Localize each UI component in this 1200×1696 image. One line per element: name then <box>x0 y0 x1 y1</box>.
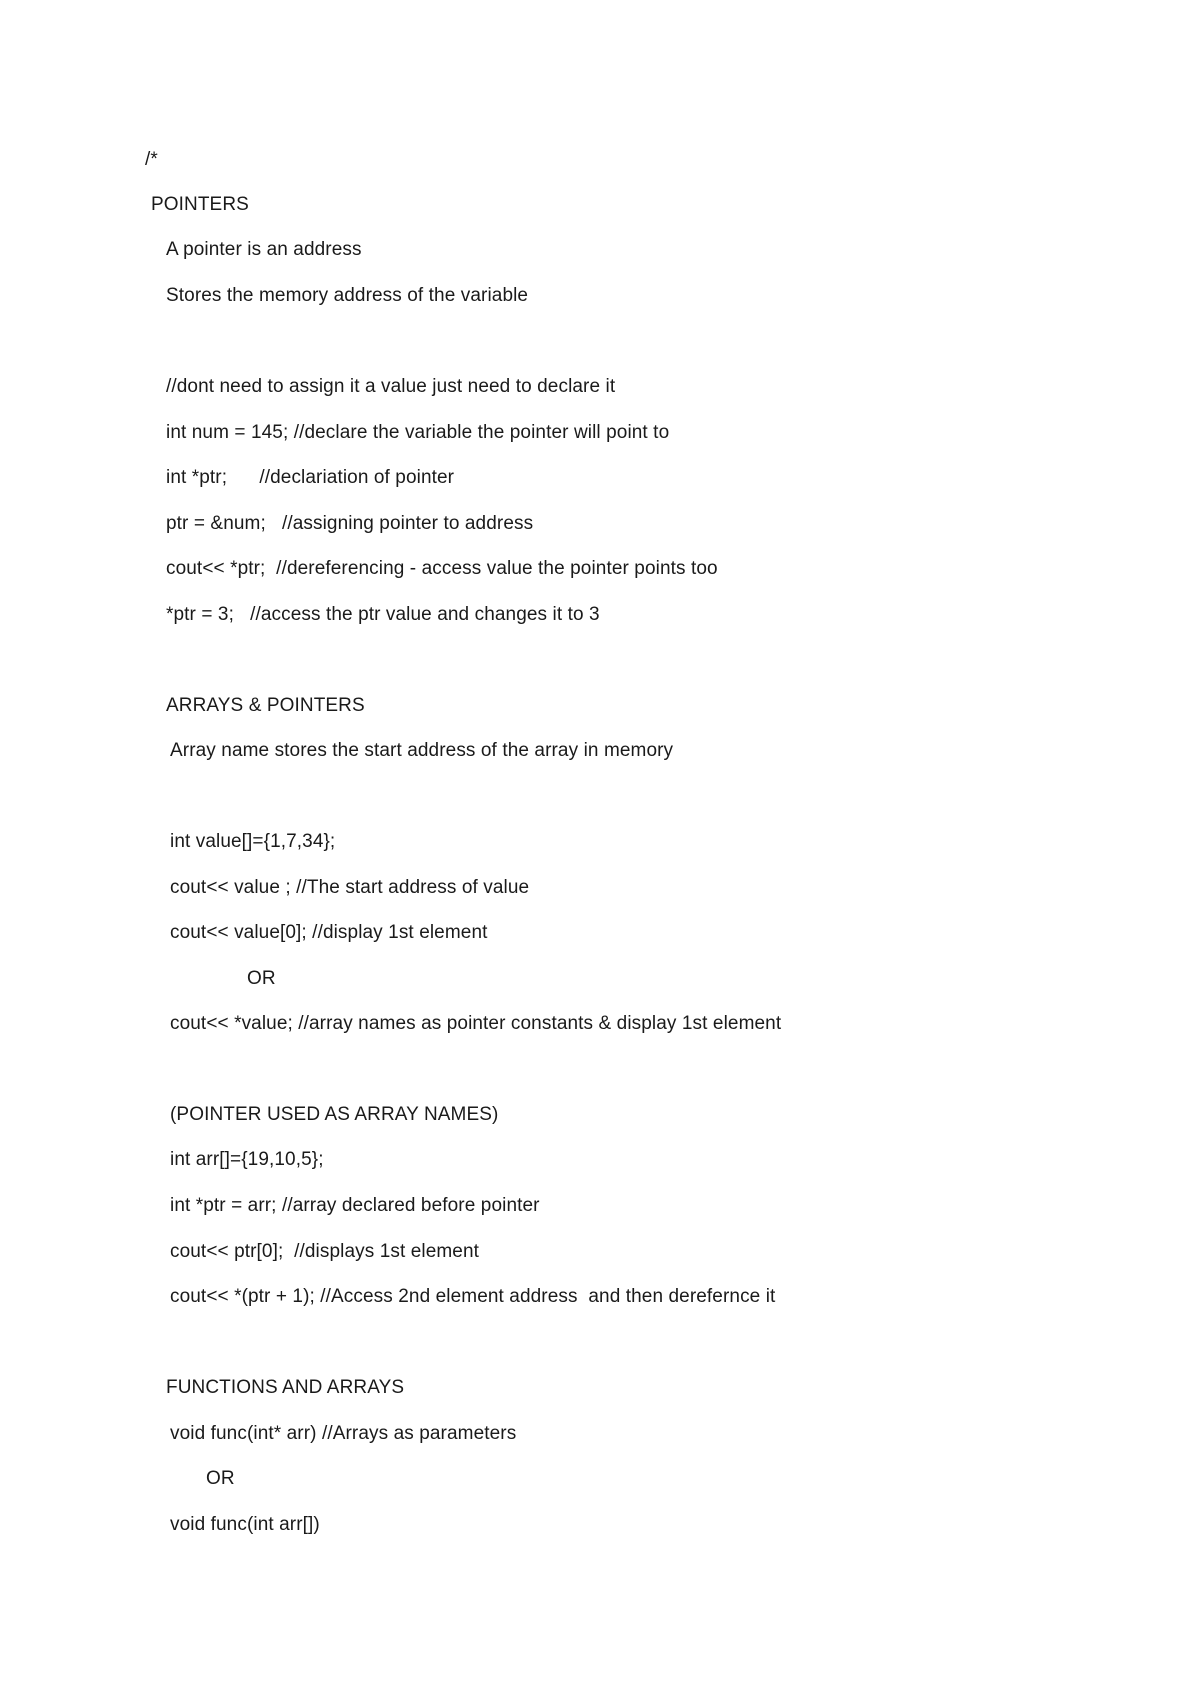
code-line: int *ptr = arr; //array declared before pointer <box>170 1195 540 1216</box>
text-line: Array name stores the start address of the array in memory <box>170 740 674 761</box>
code-line: cout<< value ; //The start address of value <box>170 877 530 898</box>
code-line: int *ptr; //declariation of pointer <box>166 467 455 488</box>
code-line: *ptr = 3; //access the ptr value and changes it to 3 <box>166 604 600 625</box>
code-line: void func(int* arr) //Arrays as parameters <box>170 1423 517 1444</box>
code-line: int num = 145; //declare the variable the pointer will point to <box>166 422 670 443</box>
code-line: cout<< *(ptr + 1); //Access 2nd element address and then derefernce it <box>170 1286 776 1307</box>
code-line: cout<< value[0]; //display 1st element <box>170 922 488 943</box>
text-line: Stores the memory address of the variable <box>166 285 529 306</box>
heading-pointer-as-array: (POINTER USED AS ARRAY NAMES) <box>170 1104 499 1125</box>
comment-open: /* <box>145 149 158 170</box>
or-text: OR <box>206 1468 235 1489</box>
or-text: OR <box>247 968 276 989</box>
code-line: cout<< *ptr; //dereferencing - access value the pointer points too <box>166 558 718 579</box>
code-line: ptr = &num; //assigning pointer to address <box>166 513 534 534</box>
code-line: void func(int arr[]) <box>170 1514 320 1535</box>
heading-arrays-pointers: ARRAYS & POINTERS <box>166 695 365 716</box>
code-line: int value[]={1,7,34}; <box>170 831 336 852</box>
heading-functions-arrays: FUNCTIONS AND ARRAYS <box>166 1377 405 1398</box>
code-line: cout<< *value; //array names as pointer constants & display 1st element <box>170 1013 782 1034</box>
code-line: cout<< ptr[0]; //displays 1st element <box>170 1241 480 1262</box>
code-line: //dont need to assign it a value just need to declare it <box>166 376 616 397</box>
code-line: int arr[]={19,10,5}; <box>170 1149 324 1170</box>
heading-pointers: POINTERS <box>151 194 249 215</box>
text-line: A pointer is an address <box>166 239 362 260</box>
